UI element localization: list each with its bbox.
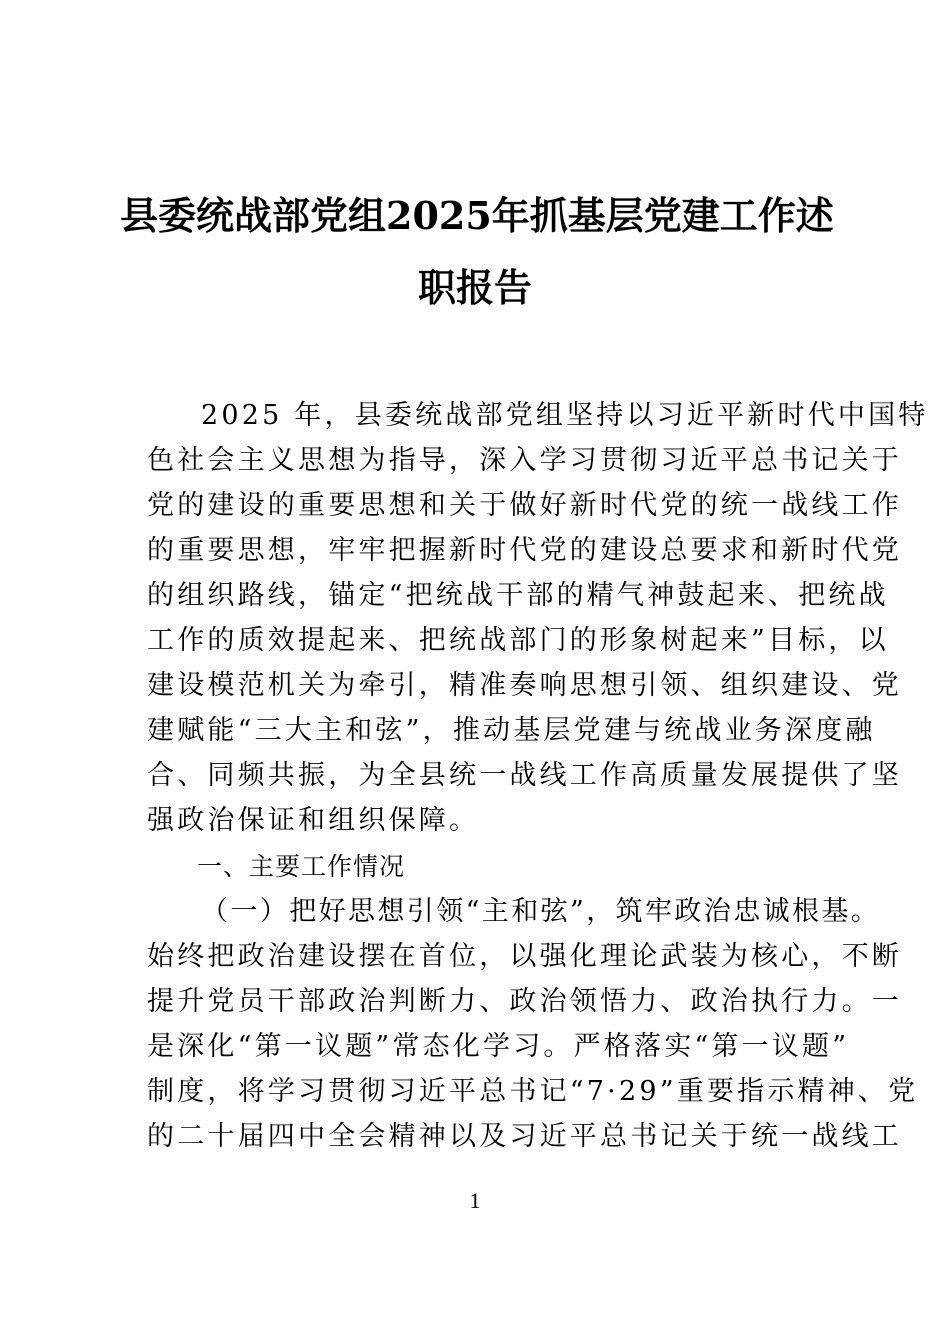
document-title-line-2: 职报告 xyxy=(417,265,532,310)
page-number: 1 xyxy=(469,1188,481,1213)
intro-paragraph xyxy=(147,393,929,843)
paragraph-line: 的二十届四中全会精神以及习近平总书记关于统一战线工 xyxy=(147,1121,902,1152)
paragraph-line: 提升党员干部政治判断力、政治领悟力、政治执行力。一 xyxy=(147,986,902,1017)
paragraph-line: 是深化“第一议题”常态化学习。严格落实“第一议题” xyxy=(147,1031,850,1062)
document-title-line-1: 县委统战部党组2025年抓基层党建工作述 xyxy=(120,193,834,238)
paragraph-line: 的组织路线，锚定“把统战干部的精气神鼓起来、把统战 xyxy=(147,580,889,611)
paragraph-line: 合、同频共振，为全县统一战线工作高质量发展提供了坚 xyxy=(147,760,902,791)
section-one-paragraph xyxy=(147,889,919,1159)
paragraph-line: 色社会主义思想为指导，深入学习贯彻习近平总书记关于 xyxy=(147,445,902,476)
paragraph-line: 的重要思想，牢牢把握新时代党的建设总要求和新时代党 xyxy=(147,535,902,566)
paragraph-line: 党的建设的重要思想和关于做好新时代党的统一战线工作 xyxy=(147,490,902,521)
paragraph-line: 工作的质效提起来、把统战部门的形象树起来”目标，以 xyxy=(147,625,889,656)
paragraph-line: 建赋能“三大主和弦”，推动基层党建与统战业务深度融 xyxy=(147,715,876,746)
paragraph-line: 建设模范机关为牵引，精准奏响思想引领、组织建设、党 xyxy=(147,670,902,701)
paragraph-line: 2025 年，县委统战部党组坚持以习近平新时代中国特 xyxy=(201,400,929,431)
subsection-heading: （一）把好思想引领“主和弦”，筑牢政治忠诚根基。 xyxy=(201,896,881,927)
paragraph-line: 强政治保证和组织保障。 xyxy=(147,805,480,836)
section-heading-main-work: 一、主要工作情况 xyxy=(197,852,406,881)
paragraph-line: 始终把政治建设摆在首位，以强化理论武装为核心，不断 xyxy=(147,941,902,972)
paragraph-line: 制度，将学习贯彻习近平总书记“7·29”重要指示精神、党 xyxy=(147,1076,919,1107)
